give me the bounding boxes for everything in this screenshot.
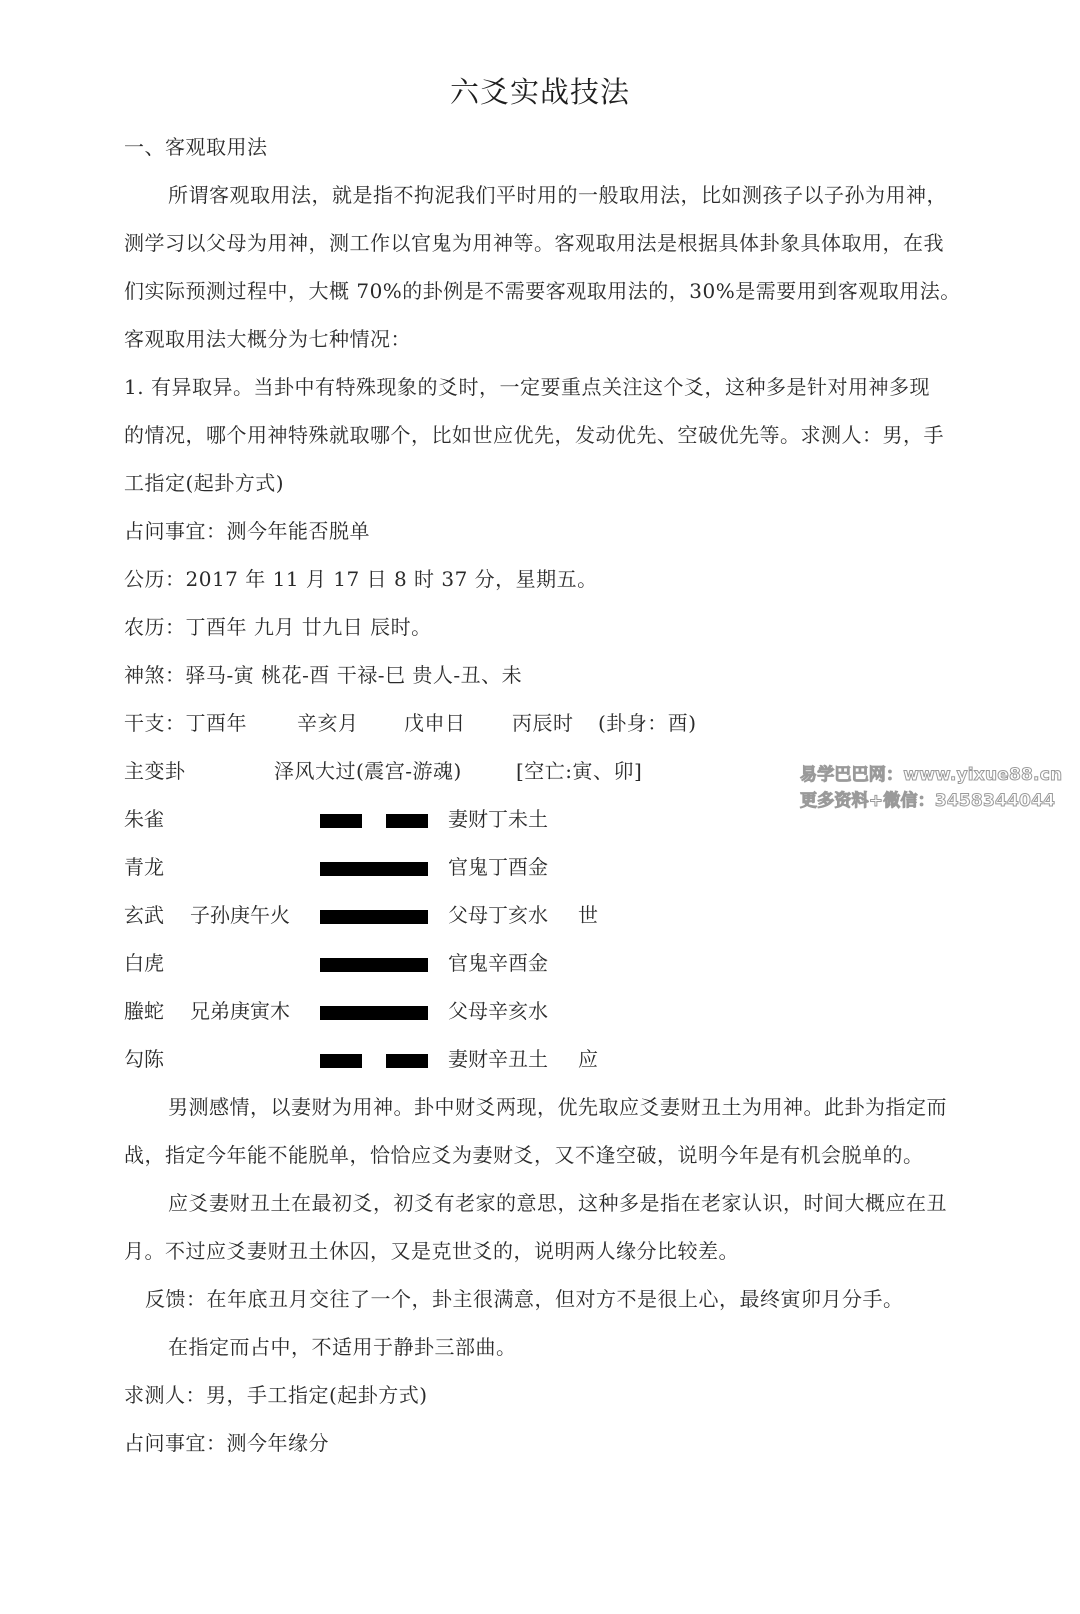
yao-line-5 — [124, 853, 824, 881]
fu-shen: 子孙庚午火 — [190, 903, 290, 927]
yao-line-4 — [124, 901, 824, 929]
case2-querent: 求测人：男，手工指定(起卦方式) — [124, 1383, 428, 1407]
six-god: 螣蛇 — [124, 999, 164, 1023]
yao-main: 官鬼辛酉金 — [448, 951, 548, 975]
six-god: 玄武 — [124, 903, 164, 927]
yao-main: 父母辛亥水 — [448, 999, 548, 1023]
yin-line-icon — [320, 814, 428, 828]
ganzhi-day: 戊申日 — [404, 711, 466, 735]
yao-line-2 — [124, 997, 824, 1025]
shi-marker: 世 — [578, 903, 598, 927]
ganzhi-month: 辛亥月 — [297, 711, 359, 735]
yao-line-6 — [124, 805, 824, 833]
note-line: 在指定而占中，不适用于静卦三部曲。 — [168, 1335, 517, 1359]
yang-line-icon — [320, 910, 428, 924]
feedback-line: 反馈：在年底丑月交往了一个，卦主很满意，但对方不是很上心，最终寅卯月分手。 — [145, 1287, 904, 1311]
yao-main: 父母丁亥水 — [448, 903, 548, 927]
six-god: 朱雀 — [124, 807, 164, 831]
ganzhi-year: 干支：丁酉年 — [124, 711, 247, 735]
yao-main: 官鬼丁酉金 — [448, 855, 548, 879]
document-title: 六爻实战技法 — [449, 75, 630, 109]
six-god: 勾陈 — [124, 1047, 164, 1071]
analysis-line-2: 战，指定今年能不能脱单，恰恰应爻为妻财爻，又不逢空破，说明今年是有机会脱单的。 — [124, 1143, 924, 1167]
rule1-line-2: 的情况，哪个用神特殊就取哪个，比如世应优先，发动优先、空破优先等。求测人：男，手 — [124, 423, 944, 447]
watermark-line-2: 更多资料+微信：3458344044 — [800, 791, 1056, 811]
rule1-line-3: 工指定(起卦方式) — [124, 471, 285, 495]
analysis-line-4: 月。不过应爻妻财丑土休囚，又是克世爻的，说明两人缘分比较差。 — [124, 1239, 739, 1263]
case1-lunar-date: 农历：丁酉年 九月 廿九日 辰时。 — [124, 615, 432, 639]
yao-line-3 — [124, 949, 824, 977]
ganzhi-hour: 丙辰时 — [512, 711, 574, 735]
yao-main: 妻财辛丑土 — [448, 1047, 548, 1071]
hexagram-header-label: 主变卦 — [124, 759, 186, 783]
yang-line-icon — [320, 862, 428, 876]
analysis-line-1: 男测感情，以妻财为用神。卦中财爻两现，优先取应爻妻财丑土为用神。此卦为指定而 — [168, 1095, 947, 1119]
rule1-line-1: 1. 有异取异。当卦中有特殊现象的爻时，一定要重点关注这个爻，这种多是针对用神多现 — [124, 375, 930, 399]
watermark-line-1: 易学巴巴网：www.yixue88.cn — [800, 765, 1063, 785]
section-heading: 一、客观取用法 — [124, 135, 268, 159]
ganzhi-gua-body: (卦身：酉) — [598, 711, 697, 735]
case1-question: 占问事宜：测今年能否脱单 — [124, 519, 370, 543]
yang-line-icon — [320, 1006, 428, 1020]
yang-line-icon — [320, 958, 428, 972]
intro-line-2: 测学习以父母为用神，测工作以官鬼为用神等。客观取用法是根据具体卦象具体取用，在我 — [124, 231, 944, 255]
case1-solar-date: 公历：2017 年 11 月 17 日 8 时 37 分，星期五。 — [124, 567, 598, 591]
six-god: 青龙 — [124, 855, 164, 879]
hexagram-name: 泽风大过(震宫-游魂) — [274, 759, 462, 783]
case2-question: 占问事宜：测今年缘分 — [124, 1431, 329, 1455]
yao-main: 妻财丁未土 — [448, 807, 548, 831]
analysis-line-3: 应爻妻财丑土在最初爻，初爻有老家的意思，这种多是指在老家认识，时间大概应在丑 — [168, 1191, 947, 1215]
yin-line-icon — [320, 1054, 428, 1068]
intro-line-1: 所谓客观取用法，就是指不拘泥我们平时用的一般取用法，比如测孩子以子孙为用神， — [168, 183, 947, 207]
case1-shensha: 神煞：驿马-寅 桃花-酉 干禄-巳 贵人-丑、未 — [124, 663, 523, 687]
intro-line-4: 客观取用法大概分为七种情况： — [124, 327, 411, 351]
ying-marker: 应 — [578, 1047, 598, 1071]
yao-line-1 — [124, 1045, 824, 1073]
intro-line-3: 们实际预测过程中，大概 70%的卦例是不需要客观取用法的，30%是需要用到客观取用法。 — [124, 279, 961, 303]
six-god: 白虎 — [124, 951, 164, 975]
hexagram-void: [空亡:寅、卯] — [516, 759, 643, 783]
fu-shen: 兄弟庚寅木 — [190, 999, 290, 1023]
